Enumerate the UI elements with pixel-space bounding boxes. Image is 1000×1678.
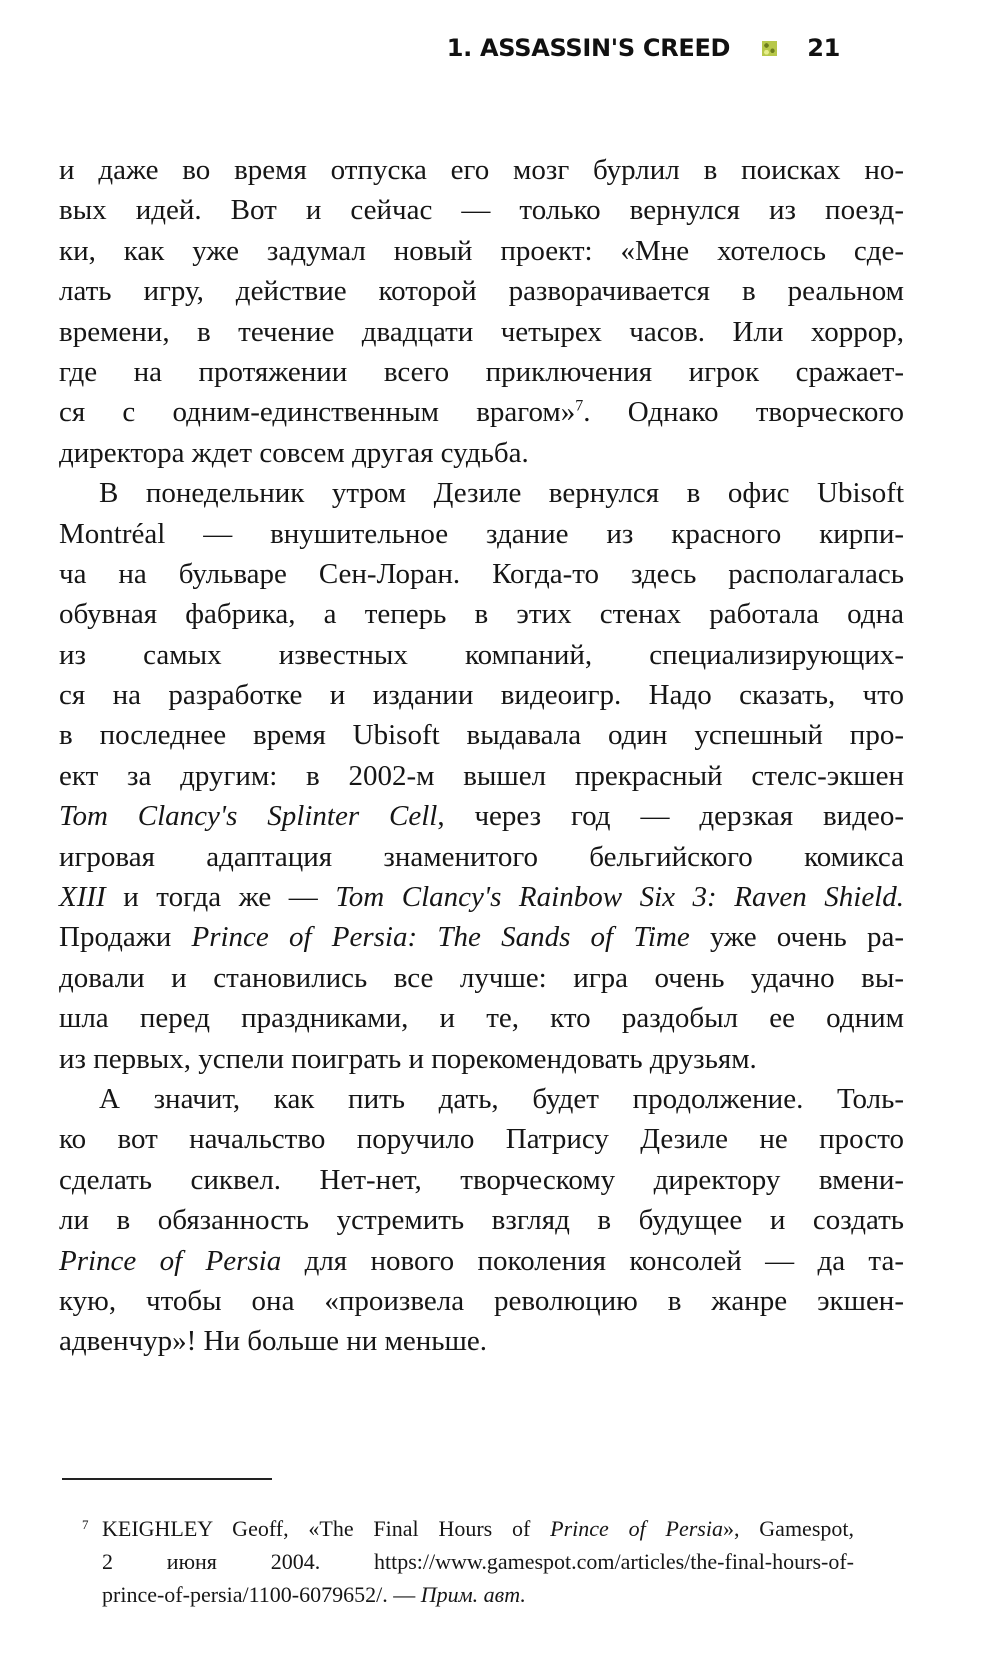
text-run: . Однако творческого <box>583 396 905 429</box>
footnote-url-end[interactable]: prince-of-persia/1100-6079652/. — <box>102 1582 421 1607</box>
body-line: сделать сиквел. Нет-нет, творческому директору вмени- <box>59 1163 904 1196</box>
body-line: игровая адаптация знаменитого бельгийского комикса <box>59 840 904 873</box>
footnote-line <box>102 1578 854 1611</box>
body-line: лать игру, действие которой разворачивается в реальном <box>59 275 904 308</box>
game-title: Tom Clancy's Rainbow Six 3: Raven Shield. <box>335 881 904 914</box>
footnote-url-line[interactable]: 2 июня 2004. https://www.gamespot.com/articles/the-final-hours-of- <box>102 1549 854 1574</box>
body-line: директора ждет совсем другая судьба. <box>59 436 529 469</box>
body-line: из самых известных компаний, специализирующих- <box>59 638 904 671</box>
game-title: Prince of Persia <box>59 1244 282 1277</box>
body-line: где на протяжении всего приключения игрок сражает- <box>59 355 904 388</box>
body-line <box>59 917 904 957</box>
text-run: », Gamespot, <box>722 1516 854 1541</box>
footnote-line <box>102 1512 854 1545</box>
body-line <box>59 1241 904 1281</box>
game-title: Prince of Persia: The Sands of Time <box>191 921 690 954</box>
body-text <box>59 150 904 1362</box>
text-run: , через год — дерзкая видео- <box>437 800 904 833</box>
page-number: 21 <box>807 34 840 62</box>
body-line: обувная фабрика, а теперь в этих стенах работала одна <box>59 598 904 631</box>
game-title: Tom Clancy's Splinter Cell <box>59 800 438 833</box>
body-line: ки, как уже задумал новый проект: «Мне хотелось сде- <box>59 234 904 267</box>
paragraph-start-line: В понедельник утром Дезиле вернулся в офис Ubisoft <box>99 477 904 510</box>
body-line: ли в обязанность устремить взгляд в будущее и создать <box>59 1204 904 1237</box>
body-line: шла перед праздниками, и те, кто раздобыл ее одним <box>59 1002 904 1035</box>
body-line: времени, в течение двадцати четырех часов. Или хоррор, <box>59 315 904 348</box>
footnote-marker: 7 <box>82 1517 89 1532</box>
chapter-title: 1. ASSASSIN'S CREED <box>446 34 731 62</box>
text-run: уже очень ра- <box>689 921 904 954</box>
footnote-divider <box>62 1478 272 1480</box>
text-run: для нового поколения консолей — да та- <box>281 1244 904 1277</box>
text-run: Продажи <box>59 921 192 954</box>
body-line: ча на бульваре Сен-Лоран. Когда-то здесь располагалась <box>59 557 904 590</box>
text-run: ся с одним-единственным врагом» <box>59 396 576 429</box>
body-line: в последнее время Ubisoft выдавала один успешный про- <box>59 719 904 752</box>
body-line <box>59 796 904 836</box>
body-line: Montréal — внушительное здание из красного кирпи- <box>59 517 904 550</box>
text-run: KEIGHLEY Geoff, «The Final Hours of <box>102 1516 551 1541</box>
body-line: из первых, успели поиграть и порекомендовать друзьям. <box>59 1042 757 1075</box>
cited-title: Prince of Persia <box>550 1516 723 1541</box>
paragraph-start-line: А значит, как пить дать, будет продолжение. Толь- <box>99 1082 904 1115</box>
body-line: довали и становились все лучше: игра очень удачно вы- <box>59 961 904 994</box>
text-run: и тогда же — <box>105 881 336 914</box>
game-title: XIII <box>59 881 106 914</box>
author-note: Прим. авт. <box>420 1582 526 1607</box>
body-line: адвенчур»! Ни больше ни меньше. <box>59 1325 487 1358</box>
body-line <box>59 392 904 432</box>
footnote-reference[interactable]: 7 <box>575 397 584 415</box>
body-line: ко вот начальство поручило Патрису Дезиле не просто <box>59 1123 904 1156</box>
footnote <box>82 1512 854 1611</box>
body-line: и даже во время отпуска его мозг бурлил в поисках но- <box>59 154 904 186</box>
body-line: ся на разработке и издании видеоигр. Надо сказать, что <box>59 679 904 712</box>
body-line: кую, чтобы она «произвела революцию в жанре экшен- <box>59 1284 904 1317</box>
body-line <box>59 877 904 917</box>
body-line: вых идей. Вот и сейчас — только вернулся из поезд- <box>59 194 904 227</box>
ornament-icon <box>762 41 777 56</box>
body-line: ект за другим: в 2002-м вышел прекрасный стелс-экшен <box>59 759 904 792</box>
running-head <box>447 34 840 62</box>
